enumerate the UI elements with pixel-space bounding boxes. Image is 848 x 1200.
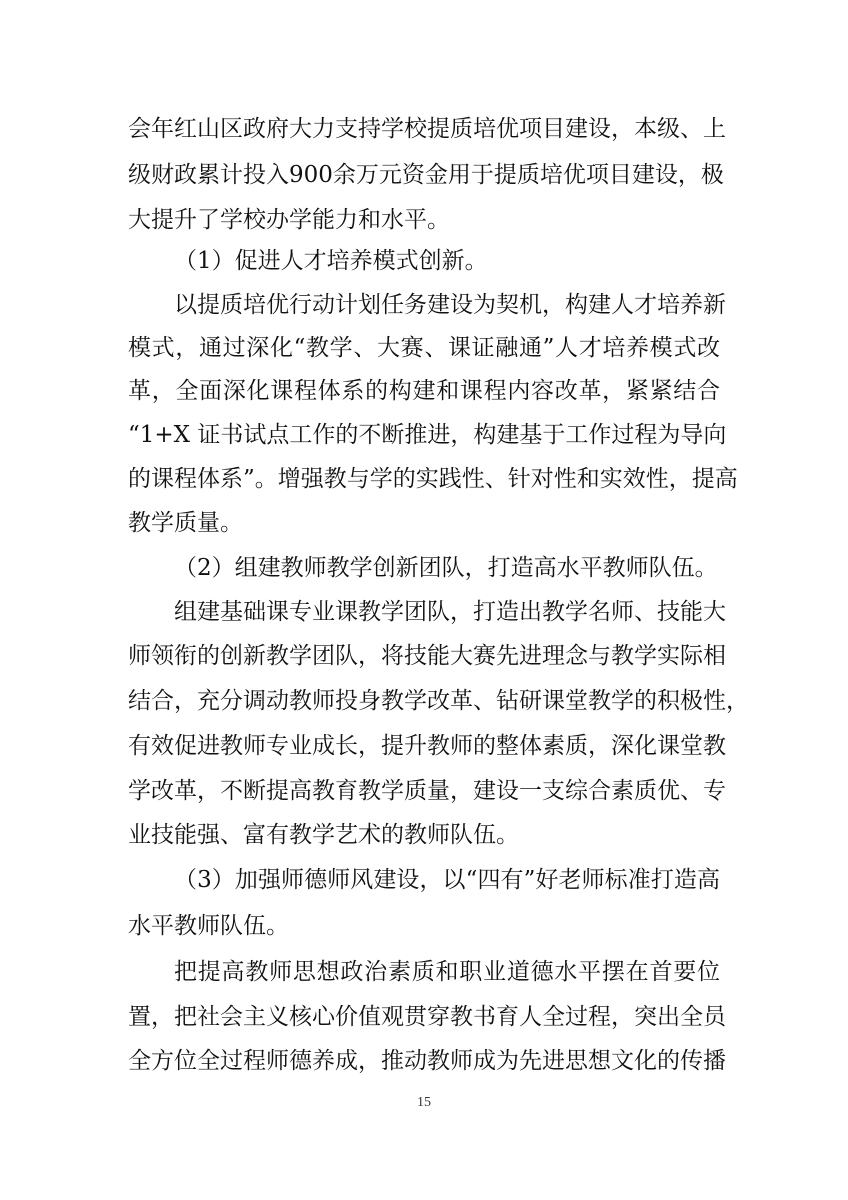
text-line: 师领衔的创新教学团队，将技能大赛先进理念与教学实际相 [128,643,726,669]
text-line: 组建基础课专业课教学团队，打造出教学名师、技能大 [174,599,726,625]
text-line: 学改革，不断提高教育教学质量，建设一支综合素质优、专 [128,778,726,804]
text-line: 业技能强、富有教学艺术的教师队伍。 [128,822,519,848]
text-line: 级财政累计投入900余万元资金用于提质培优项目建设，极 [128,162,724,188]
text-line: “1+X 证书试点工作的不断推进，构建基于工作过程为导向 [128,422,727,448]
text-line: 会年红山区政府大力支持学校提质培优项目建设，本级、上 [128,116,726,142]
text-line: 全方位全过程师德养成，推动教师成为先进思想文化的传播 [128,1048,726,1074]
text-line: 结合，充分调动教师投身教学改革、钻研课堂教学的积极性， [128,688,749,714]
text-line: 的课程体系”。增强教与学的实践性、针对性和实效性，提高 [128,466,738,492]
text-line: （1）促进人才培养模式创新。 [174,248,488,274]
text-line: 革，全面深化课程体系的构建和课程内容改革，紧紧结合 [128,378,720,404]
text-line: 水平教师队伍。 [128,913,289,939]
text-line: 模式，通过深化“教学、大赛、课证融通”人才培养模式改 [128,335,720,361]
text-line: （3）加强师德师风建设，以“四有”好老师标准打造高 [174,867,720,893]
text-line: 以提质培优行动计划任务建设为契机，构建人才培养新 [174,292,726,318]
page-number: 15 [417,1095,431,1110]
text-line: （2）组建教师教学创新团队，打造高水平教师队伍。 [174,555,718,581]
text-line: 把提高教师思想政治素质和职业道德水平摆在首要位 [174,959,720,985]
text-line: 教学质量。 [128,510,243,536]
text-line: 置，把社会主义核心价值观贯穿教书育人全过程，突出全员 [128,1004,726,1030]
text-line: 大提升了学校办学能力和水平。 [128,207,450,233]
text-line: 有效促进教师专业成长，提升教师的整体素质，深化课堂教 [128,733,726,759]
